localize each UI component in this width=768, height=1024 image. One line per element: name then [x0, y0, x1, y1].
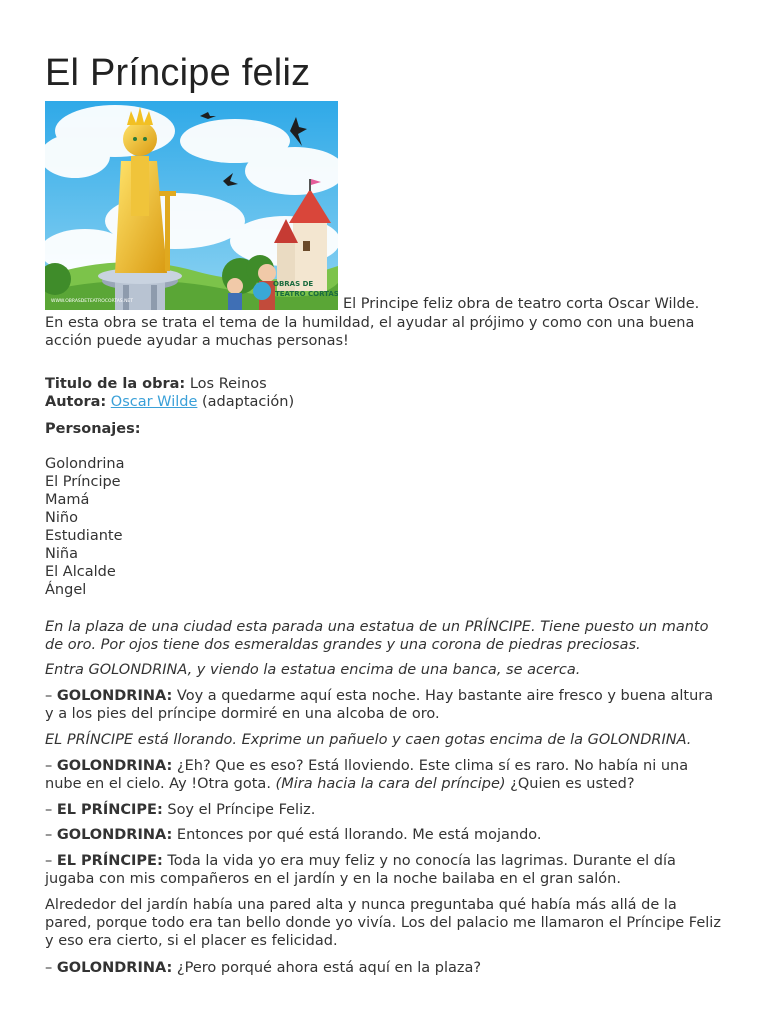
character-item: Golondrina [45, 456, 125, 472]
svg-text:TEATRO CORTAS: TEATRO CORTAS [275, 290, 338, 298]
character-item: Estudiante [45, 528, 123, 544]
svg-text:OBRAS DE: OBRAS DE [273, 280, 314, 288]
stage-direction-3: EL PRÍNCIPE está llorando. Exprime un pañuelo y caen gotas encima de la GOLONDRINA. [45, 732, 692, 748]
author-suffix: (adaptación) [197, 394, 295, 410]
character-item: Ángel [45, 582, 87, 598]
character-item: Niño [45, 510, 78, 526]
character-item: Niña [45, 546, 78, 562]
character-item: El Alcalde [45, 564, 116, 580]
paragraph-garden: Alrededor del jardín había una pared alta y nunca preguntaba qué había más allá de la pared, porque todo era tan bello donde yo vivía. Los del palacio me llamaron el Príncipe Feliz y eso era cierto, si el placer es felicidad. [45, 897, 721, 949]
character-item: El Príncipe [45, 474, 121, 490]
characters-heading: Personajes: [45, 421, 141, 437]
dialogue-principe-1: – EL PRÍNCIPE: Soy el Príncipe Feliz. [45, 802, 316, 818]
svg-text:WWW.OBRASDETEATROCORTAS.NET: WWW.OBRASDETEATROCORTAS.NET [51, 299, 134, 304]
work-title-label: Titulo de la obra: [45, 376, 186, 392]
stage-direction-1: En la plaza de una ciudad esta parada una estatua de un PRÍNCIPE. Tiene puesto un manto de oro. Por ojos tiene dos esmeraldas grandes y una corona de piedras preciosas. [45, 619, 709, 653]
intro-line-2: En esta obra se trata el tema de la humildad, el ayudar al prójimo y como con una buena [45, 315, 695, 331]
stage-direction-2: Entra GOLONDRINA, y viendo la estatua encima de una banca, se acerca. [45, 662, 581, 678]
characters-list [45, 455, 735, 599]
page-title: El Príncipe feliz [45, 52, 311, 94]
illustration [45, 101, 338, 314]
intro-line-3: acción puede ayudar a muchas personas! [45, 333, 349, 349]
character-item: Mamá [45, 492, 90, 508]
dialogue-golondrina-3: – GOLONDRINA: Entonces por qué está llorando. Me está mojando. [45, 827, 542, 843]
intro-line-1: El Principe feliz obra de teatro corta Oscar Wilde. [343, 296, 700, 312]
work-title-line [45, 375, 735, 393]
dialogue-principe-2: – EL PRÍNCIPE: Toda la vida yo era muy feliz y no conocía las lagrimas. Durante el día jugaba con mis compañeros en el jardín y en la noche bailaba en el gran salón. [45, 853, 676, 887]
author-label: Autora: [45, 394, 107, 410]
dialogue-golondrina-1: – GOLONDRINA: Voy a quedarme aquí esta noche. Hay bastante aire fresco y buena altura y a los pies del príncipe dormiré en una alcoba de oro. [45, 688, 714, 722]
dialogue-golondrina-2: – GOLONDRINA: ¿Eh? Que es eso? Está lloviendo. Este clima sí es raro. No había ni una nube en el cielo. Ay !Otra gota. (Mira hacia la cara del príncipe) ¿Quien es usted? [45, 758, 689, 792]
author-line [45, 393, 735, 411]
work-title-value: Los Reinos [185, 376, 267, 392]
prince-illustration-image [45, 101, 338, 310]
dialogue-golondrina-4: – GOLONDRINA: ¿Pero porqué ahora está aquí en la plaza? [45, 960, 482, 976]
author-link[interactable]: Oscar Wilde [110, 394, 198, 410]
